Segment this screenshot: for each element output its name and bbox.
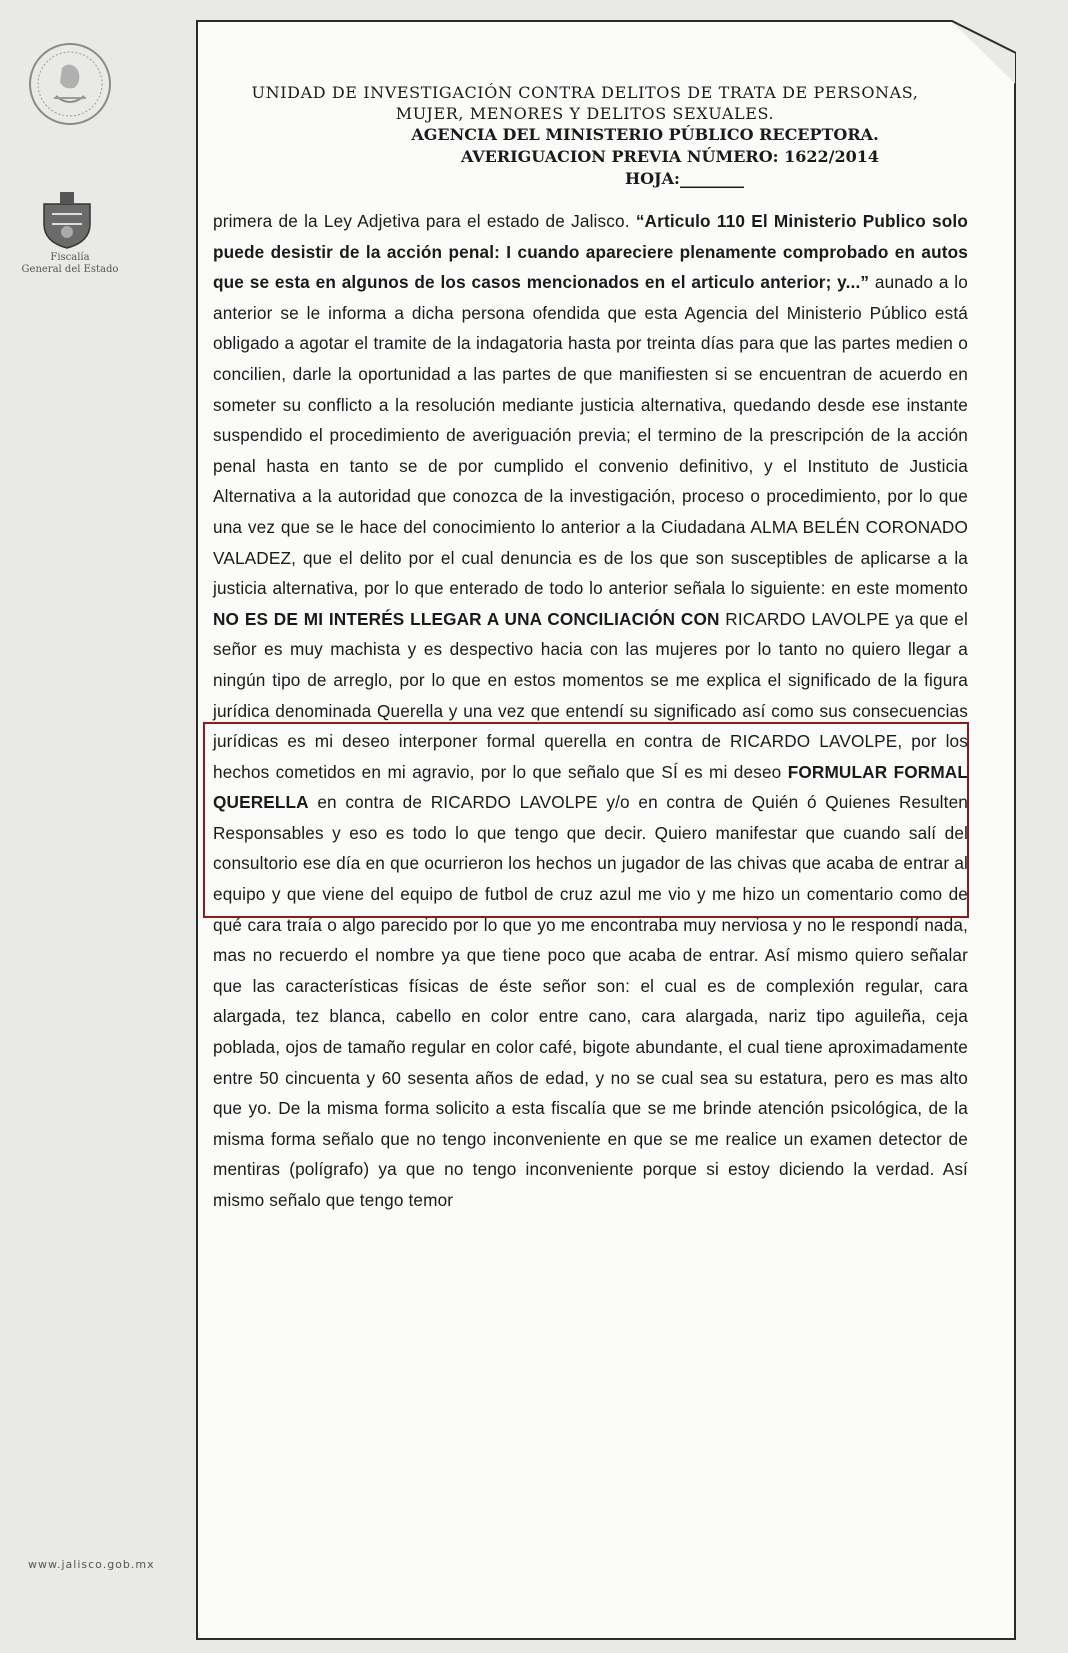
fiscalia-label [10, 252, 130, 276]
header-case-number: AVERIGUACION PREVIA NÚMERO: 1622/2014 [460, 147, 880, 166]
body-text-3: RICARDO LAVOLPE ya que el señor es muy machista y es despectivo hacia con las mujeres por lo tanto no quiero llegar a ningún tipo de arreglo, por lo que en estos momentos se me explica el significado de la figura jurídica denominada Querella y una vez que entendí su significado así como sus consecuencias jurídicas es mi deseo interponer formal querella en contra de RICARDO LAVOLPE, por los hechos cometidos en mi agravio, por lo que señalo que SÍ es mi deseo [213, 608, 968, 782]
article-110-quote: “Articulo 110 El Ministerio Publico solo puede desistir de la acción penal: I cuando apareciere plenamente comprobado en autos que se esta en algunos de los casos mencionados en el articulo anterior; y...” [213, 211, 968, 293]
no-conciliation-statement: NO ES DE MI INTERÉS LLEGAR A UNA CONCILIACIÓN CON [213, 608, 720, 629]
document-body [213, 206, 968, 1216]
jalisco-crest-icon [36, 190, 98, 250]
document-header [205, 82, 965, 190]
left-margin [0, 0, 205, 1653]
fiscalia-line2: General del Estado [21, 264, 119, 275]
header-page: HOJA:________ [625, 169, 744, 188]
folded-corner-icon [950, 20, 1016, 86]
fiscalia-line1: Fiscalía [50, 252, 90, 263]
body-paragraph [213, 206, 968, 1216]
body-text-4: en contra de RICARDO LAVOLPE y/o en contra de Quién ó Quienes Resulten Responsables y eso es todo lo que tengo que decir. Quiero manifestar que cuando salí del consultorio ese día en que ocurrieron los hechos un jugador de las chivas que acaba de entrar al equipo y que viene del equipo de futbol de cruz azul me vio y me hizo un comentario como de qué cara traía o algo parecido por lo que yo me encontraba muy nerviosa y no le respondí nada, mas no recuerdo el nombre ya que tiene poco que acaba de entrar. Así mismo quiero señalar que las características físicas de éste señor son: el cual es de complexión regular, cara alargada, tez blanca, cabello en color entre cano, cara alargada, nariz tipo aguileña, ceja poblada, ojos de tamaño regular en color café, bigote abundante, el cual tiene aproximadamente entre 50 cincuenta y 60 sesenta años de edad, y no se cual sea su estatura, pero es mas alto que yo. De la misma forma solicito a esta fiscalía que se me brinde atención psicológica, de la misma forma señalo que no tengo inconveniente en que se me realice un examen detector de mentiras (polígrafo) ya que no tengo inconveniente porque si estoy diciendo la verdad. Así mismo señalo que tengo temor [213, 792, 968, 1210]
header-agency: AGENCIA DEL MINISTERIO PÚBLICO RECEPTORA. [411, 125, 879, 144]
body-text-1: primera de la Ley Adjetiva para el estado de Jalisco. [213, 211, 636, 231]
body-text-2: aunado a lo anterior se le informa a dicha persona ofendida que esta Agencia del Ministerio Público está obligado a agotar el tramite de la indagatoria hasta por treinta días para que las partes medien o concilien, darle la oportunidad a las partes de que manifiesten si se encuentran de acuerdo en someter su conflicto a la resolución mediante justicia alternativa, quedando desde ese instante suspendido el procedimiento de averiguación previa; el termino de la prescripción de la acción penal hasta en tanto se de por cumplido el convenio definitivo, y el Instituto de Justicia Alternativa a la autoridad que conozca de la investigación, proceso o procedimiento, por lo que una vez que se le hace del conocimiento lo anterior a la Ciudadana ALMA BELÉN CORONADO VALADEZ, que el delito por el cual denuncia es de los que son susceptibles de aplicarse a la justicia alternativa, por lo que enterado de todo lo anterior señala lo siguiente: en este momento [213, 272, 968, 599]
mexican-coat-of-arms-seal-icon [26, 38, 114, 130]
website-url: www.jalisco.gob.mx [28, 1558, 155, 1571]
formal-complaint-statement: FORMULAR FORMAL QUERELLA [213, 761, 968, 813]
header-unit-cont: MUJER, MENORES Y DELITOS SEXUALES. [395, 104, 775, 123]
header-unit: UNIDAD DE INVESTIGACIÓN CONTRA DELITOS DE TRATA DE PERSONAS, [251, 83, 919, 102]
